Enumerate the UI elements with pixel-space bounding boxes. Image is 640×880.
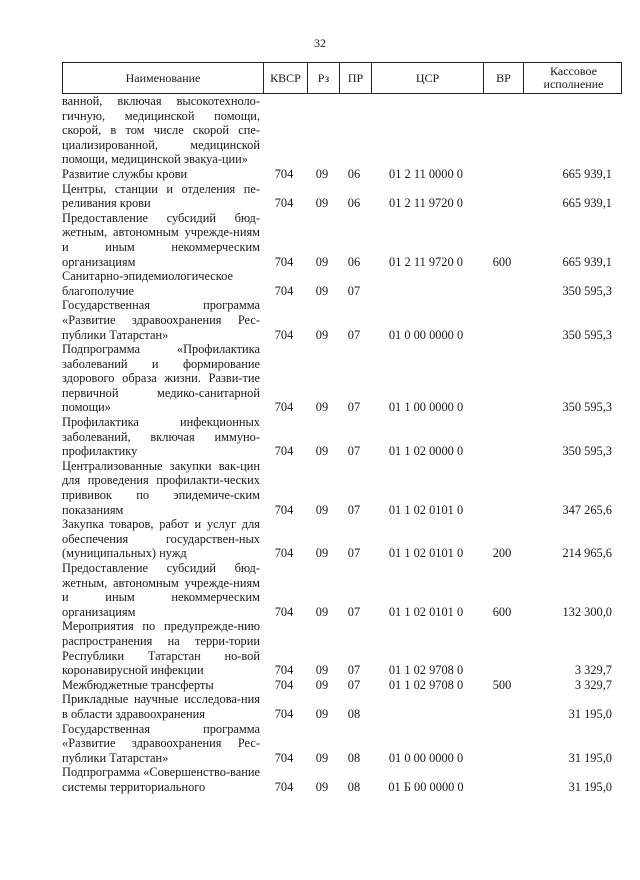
row-vr: 200 [492,546,512,561]
row-csr: 01 2 11 0000 0 [389,166,463,181]
row-name: ванной, включая высокотехноло-гичную, медицинской помощи, скорой, в том числе скорой спе-циализированной, медицинской помощи, медицинской эвакуа-ции» [62,94,260,167]
row-rz: 09 [315,663,329,678]
row-sum: 350 595,3 [562,444,612,459]
row-rz: 09 [315,546,329,561]
row-csr: 01 1 00 0000 0 [388,400,464,415]
header-kvsr: КВСР [263,63,307,93]
header-sum: Кассовое исполнение [523,63,623,93]
row-sum: 3 329,7 [574,663,612,678]
row-sum: 31 195,0 [568,750,612,765]
row-name: Предоставление субсидий бюд-жетным, автономным учрежде-ниям и иным некоммерческим организациям [62,561,260,619]
header-csr: ЦСР [371,63,483,93]
header-rz: Рз [307,63,339,93]
row-csr: 01 1 02 9708 0 [388,663,464,678]
row-name: Закупка товаров, работ и услуг для обеспечения государствен-ных (муниципальных) нужд [62,517,260,561]
page-number: 32 [314,36,326,50]
row-pr: 08 [347,706,361,721]
row-sum: 350 595,3 [562,327,612,342]
table-row [62,298,622,342]
row-name: Государственная программа «Развитие здравоохранения Рес-публики Татарстан» [62,721,260,765]
row-sum: 347 265,6 [562,502,612,517]
table-row [62,517,622,561]
row-kvsr: 704 [274,663,294,678]
row-pr: 07 [347,502,361,517]
row-name: Предоставление субсидий бюд-жетным, автономным учрежде-ниям и иным некоммерческим организациям [62,210,260,269]
row-kvsr: 704 [274,546,294,561]
row-sum: 665 939,1 [562,254,612,269]
row-csr: 01 Б 00 0000 0 [388,779,464,794]
row-rz: 09 [315,283,329,298]
row-kvsr: 704 [274,444,294,459]
row-csr: 01 1 02 0101 0 [388,502,464,517]
row-kvsr: 704 [274,750,294,765]
row-sum: 350 595,3 [562,283,612,298]
row-name: Развитие службы крови [62,166,188,181]
table-header [62,62,622,94]
table-row [62,182,622,211]
row-rz: 09 [315,502,329,517]
row-pr: 06 [347,166,361,181]
row-name: Подпрограмма «Профилактика заболеваний и формирование здорового образа жизни. Разви-тие первичной медико-санитарной помощи» [62,342,260,415]
budget-table [62,62,622,795]
row-csr: 01 0 00 0000 0 [388,327,464,342]
row-rz: 09 [315,444,329,459]
row-kvsr: 704 [274,502,294,517]
row-pr: 07 [347,663,361,678]
row-pr: 08 [347,779,361,794]
row-vr: 500 [492,677,512,692]
row-name: Государственная программа «Развитие здравоохранения Рес-публики Татарстан» [62,298,260,342]
row-pr: 06 [347,196,361,211]
row-csr: 01 2 11 9720 0 [389,254,463,269]
row-kvsr: 704 [274,400,294,415]
row-pr: 07 [347,327,361,342]
row-kvsr: 704 [274,283,294,298]
table-row [62,692,622,721]
table-row [62,619,622,677]
table-row [62,342,622,415]
row-name: Центры, станции и отделения пе-реливания крови [62,181,260,211]
row-pr: 07 [347,444,361,459]
row-rz: 09 [315,779,329,794]
table-row [62,765,622,794]
row-pr: 07 [347,283,361,298]
row-sum: 665 939,1 [562,166,612,181]
row-csr: 01 0 00 0000 0 [388,750,464,765]
row-csr: 01 2 11 9720 0 [389,196,463,211]
row-pr: 07 [347,400,361,415]
row-rz: 09 [315,166,329,181]
row-sum: 31 195,0 [568,779,612,794]
row-pr: 07 [347,546,361,561]
header-pr: ПР [339,63,371,93]
row-csr: 01 1 02 9708 0 [388,677,464,692]
row-name: Прикладные научные исследова-ния в области здравоохранения [62,692,260,721]
row-name: Межбюджетные трансферты [62,677,214,692]
header-vr: ВР [483,63,523,93]
row-rz: 09 [315,327,329,342]
row-rz: 09 [315,254,329,269]
row-name: Мероприятия по предупрежде-нию распространения на терри-тории Республики Татарстан но-вой коронавирусной инфекции [62,619,260,678]
row-sum: 132 300,0 [562,604,612,619]
header-name: Наименование [125,70,201,85]
row-kvsr: 704 [274,706,294,721]
table-row [62,415,622,459]
table-row [62,211,622,269]
row-rz: 09 [315,706,329,721]
row-csr: 01 1 02 0101 0 [388,546,464,561]
table-row [62,561,622,619]
row-pr: 06 [347,254,361,269]
row-kvsr: 704 [274,327,294,342]
row-rz: 09 [315,604,329,619]
table-row [62,678,622,693]
row-kvsr: 704 [274,677,294,692]
table-body [62,94,622,795]
row-sum: 214 965,6 [562,546,612,561]
row-name: Санитарно-эпидемиологическое благополучие [62,269,233,298]
row-rz: 09 [315,750,329,765]
row-sum: 350 595,3 [562,400,612,415]
row-rz: 09 [315,196,329,211]
row-pr: 08 [347,750,361,765]
row-kvsr: 704 [274,779,294,794]
row-sum: 665 939,1 [562,196,612,211]
row-vr: 600 [492,254,512,269]
row-kvsr: 704 [274,254,294,269]
table-row [62,167,622,182]
row-vr: 600 [492,604,512,619]
row-rz: 09 [315,677,329,692]
row-pr: 07 [347,604,361,619]
row-rz: 09 [315,400,329,415]
table-row [62,459,622,517]
row-name: Профилактика инфекционных заболеваний, включая иммуно-профилактику [62,415,260,459]
table-row [62,722,622,766]
row-kvsr: 704 [274,166,294,181]
table-row [62,94,622,167]
row-name: Подпрограмма «Совершенство-вание системы территориального [62,765,260,794]
row-sum: 31 195,0 [568,706,612,721]
row-kvsr: 704 [274,196,294,211]
row-pr: 07 [347,677,361,692]
row-csr: 01 1 02 0101 0 [388,604,464,619]
row-sum: 3 329,7 [574,677,612,692]
table-row [62,269,622,298]
row-name: Централизованные закупки вак-цин для проведения профилакти-ческих прививок по эпидемиче-ским показаниям [62,458,260,517]
row-csr: 01 1 02 0000 0 [388,444,464,459]
row-kvsr: 704 [274,604,294,619]
